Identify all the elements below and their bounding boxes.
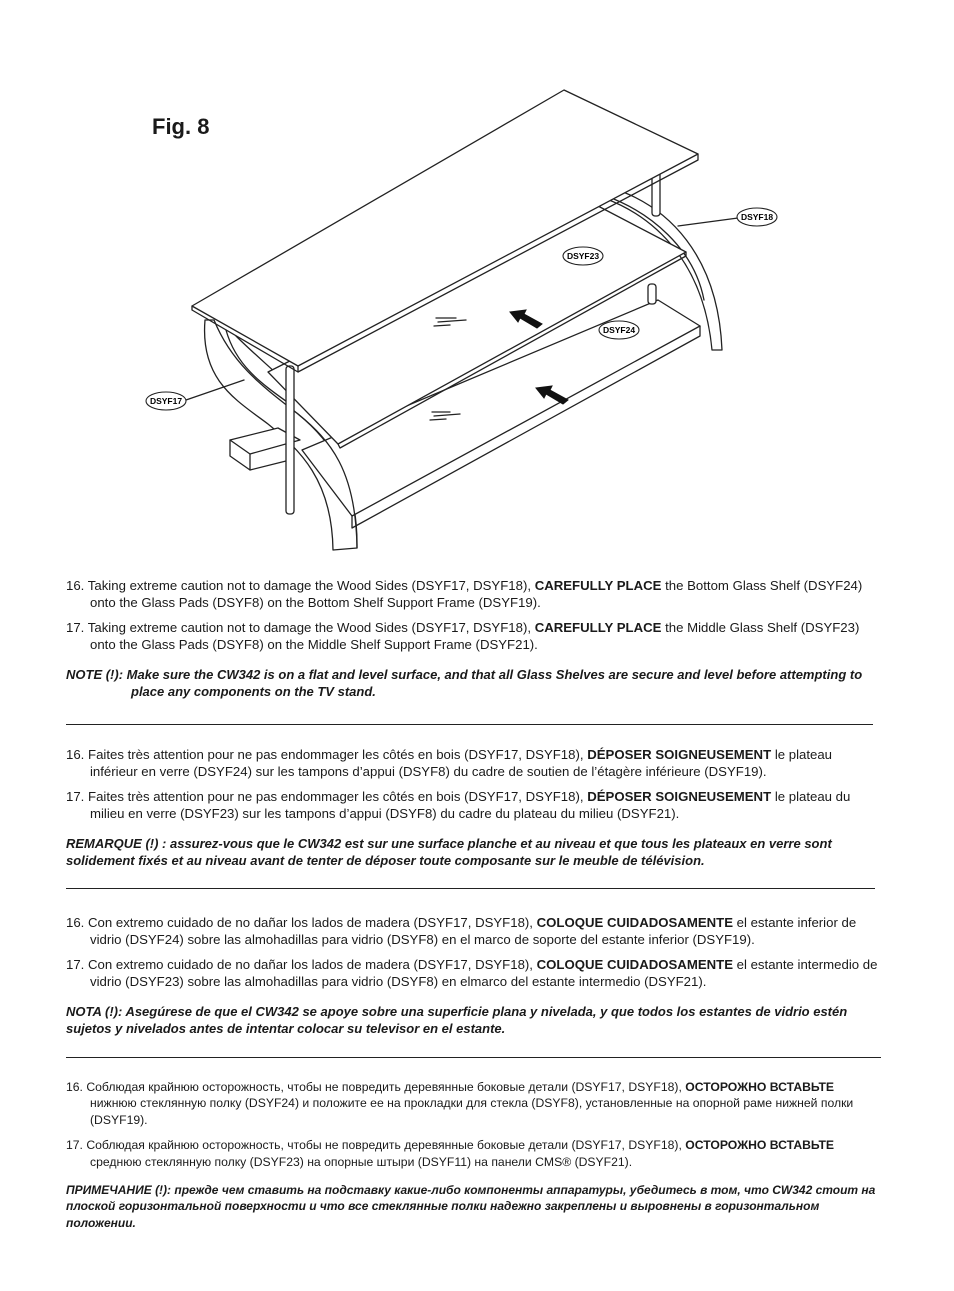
callout-dsyf23: [563, 247, 603, 265]
leader-dsyf18: [678, 218, 738, 226]
spanish-step-16: 16. Con extremo cuidado de no dañar los lados de madera (DSYF17, DSYF18), COLOQUE CUIDADOSAMENTE el estante inferior de vidrio (DSYF24) sobre las almohadillas para vidrio (DSYF8) en el marco de soporte del estante inferior (DSYF19).: [66, 915, 857, 947]
russian-step-17: 17. Соблюдая крайнюю осторожность, чтобы не повредить деревянные боковые детали (DSYF17, DSYF18), ОСТОРОЖНО ВСТАВЬТЕ среднюю стеклянную полку (DSYF23) на опорные штыри (DSYF11) на панели CMS® (DSYF21).: [66, 1138, 835, 1169]
french-step-16: 16. Faites très attention pour ne pas endommager les côtés en bois (DSYF17, DSYF18), DÉPOSER SOIGNEUSEMENT le plateau inférieur en verre (DSYF24) sur les tampons d’appui (DSYF8) du cadre de soutien de l’étagère inférieure (DSYF19).: [66, 747, 833, 779]
spanish-instructions: [66, 915, 881, 1038]
english-note: NOTE (!): Make sure the CW342 is on a flat and level surface, and that all Glass Shelves are secure and level before attempting to place any components on the TV stand.: [66, 667, 863, 699]
english-instructions: [66, 578, 881, 701]
callout-dsyf24: [599, 321, 639, 339]
russian-instructions: [66, 1079, 881, 1231]
divider: [66, 724, 873, 725]
divider: [66, 1057, 881, 1058]
label-dsyf24: DSYF24: [602, 325, 636, 335]
figure-title: Fig. 8: [152, 114, 210, 139]
label-dsyf18: DSYF18: [740, 212, 774, 222]
french-note: REMARQUE (!) : assurez-vous que le CW342 est sur une surface planche et au niveau et que tous les plateaux en verre sont solidement fixés et au niveau avant de tenter de déposer toute composante sur le meuble de télévision.: [66, 836, 832, 868]
english-step-17: 17. Taking extreme caution not to damage the Wood Sides (DSYF17, DSYF18), CAREFULLY PLACE the Middle Glass Shelf (DSYF23) onto the Glass Pads (DSYF8) on the Middle Shelf Support Frame (DSYF21).: [66, 620, 860, 652]
french-step-17: 17. Faites très attention pour ne pas endommager les côtés en bois (DSYF17, DSYF18), DÉPOSER SOIGNEUSEMENT le plateau du milieu en verre (DSYF23) sur les tampons d’appui (DSYF8) du cadre du plateau du milieu (DSYF21).: [66, 789, 851, 821]
spanish-step-17: 17. Con extremo cuidado de no dañar los lados de madera (DSYF17, DSYF18), COLOQUE CUIDADOSAMENTE el estante intermedio de vidrio (DSYF23) sobre las almohadillas para vidrio (DSYF8) en elmarco del estante intermedio (DSYF21).: [66, 957, 878, 989]
callout-dsyf17: [146, 392, 186, 410]
french-instructions: [66, 747, 881, 870]
label-dsyf17: DSYF17: [149, 396, 183, 406]
english-step-16: 16. Taking extreme caution not to damage the Wood Sides (DSYF17, DSYF18), CAREFULLY PLACE the Bottom Glass Shelf (DSYF24) onto the Glass Pads (DSYF8) on the Bottom Shelf Support Frame (DSYF19).: [66, 578, 863, 610]
tv-stand-assembly-diagram: [0, 0, 954, 570]
russian-step-16: 16. Соблюдая крайнюю осторожность, чтобы не повредить деревянные боковые детали (DSYF17, DSYF18), ОСТОРОЖНО ВСТАВЬТЕ нижнюю стеклянную полку (DSYF24) и положите ее на прокладки для стекла (DSYF8), установленные на опорной раме нижней полки (DSYF19).: [66, 1080, 854, 1127]
spanish-note: NOTA (!): Asegúrese de que el CW342 se apoye sobre una superficie plana y nivelada, y que todos los estantes de vidrio estén sujetos y nivelados antes de intentar colocar su televisor en el estante.: [66, 1004, 848, 1036]
callout-dsyf18: [737, 208, 777, 226]
divider: [66, 888, 875, 889]
russian-note: ПРИМЕЧАНИЕ (!): прежде чем ставить на подставку какие-либо компоненты аппаратуры, убедитесь в том, что CW342 стоит на плоской горизонтальной поверхности и что все стеклянные полки надежно закреплены и выровнены в горизонтальном положении.: [66, 1183, 876, 1230]
label-dsyf23: DSYF23: [566, 251, 600, 261]
